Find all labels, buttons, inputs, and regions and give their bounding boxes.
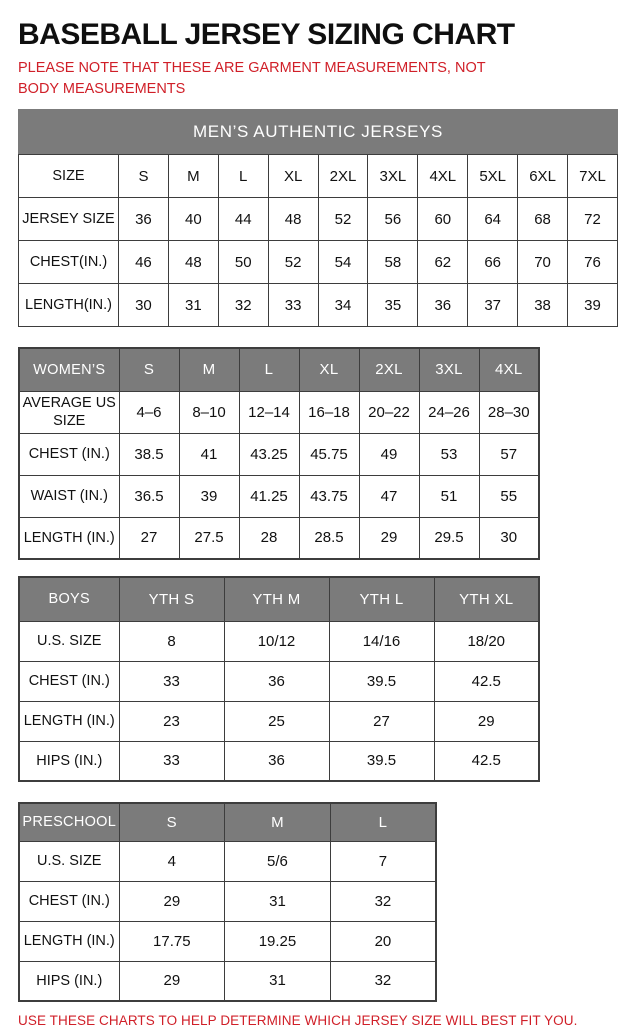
table-row [19, 433, 539, 475]
size-header-cell: M [179, 348, 239, 391]
row-label: U.S. SIZE [19, 621, 119, 661]
measurement-cell: 47 [359, 475, 419, 517]
measurement-cell: 20–22 [359, 391, 419, 433]
boys-size-table [18, 576, 540, 782]
measurement-cell: 20 [330, 921, 436, 961]
size-header-cell: 4XL [479, 348, 539, 391]
measurement-cell: 72 [568, 198, 618, 241]
measurement-cell: 43.75 [299, 475, 359, 517]
table-row [19, 391, 539, 433]
womens-size-table [18, 347, 540, 560]
size-header-cell: XL [299, 348, 359, 391]
measurement-cell: 25 [224, 701, 329, 741]
measurement-cell: S [119, 155, 169, 198]
garment-measurement-note: PLEASE NOTE THAT THESE ARE GARMENT MEASUREMENTS, NOT BODY MEASUREMENTS [18, 60, 486, 97]
measurement-cell: 31 [225, 961, 331, 1001]
measurement-cell: 39 [568, 284, 618, 327]
measurement-cell: 3XL [368, 155, 418, 198]
table-row [19, 284, 618, 327]
measurement-cell: 36 [119, 198, 169, 241]
table-row [19, 701, 539, 741]
measurement-cell: 17.75 [119, 921, 225, 961]
measurement-cell: 76 [568, 241, 618, 284]
measurement-cell: 68 [518, 198, 568, 241]
row-label: LENGTH (IN.) [19, 701, 119, 741]
row-label: SIZE [19, 155, 119, 198]
measurement-cell: 36.5 [119, 475, 179, 517]
measurement-cell: 43.25 [239, 433, 299, 475]
row-label: PRESCHOOL [19, 803, 119, 841]
measurement-cell: 42.5 [434, 741, 539, 781]
measurement-cell: 36 [224, 661, 329, 701]
measurement-cell: 4–6 [119, 391, 179, 433]
fit-advice-note: USE THESE CHARTS TO HELP DETERMINE WHICH JERSEY SIZE WILL BEST FIT YOU. [18, 1013, 578, 1028]
measurement-cell: 52 [318, 198, 368, 241]
measurement-cell: 19.25 [225, 921, 331, 961]
size-header-cell: S [119, 348, 179, 391]
measurement-cell: 28 [239, 517, 299, 559]
row-label: U.S. SIZE [19, 841, 119, 881]
row-label: HIPS (IN.) [19, 961, 119, 1001]
measurement-cell: 24–26 [419, 391, 479, 433]
size-header-cell: YTH M [224, 577, 329, 621]
row-label: AVERAGE US SIZE [19, 391, 119, 433]
row-label: LENGTH (IN.) [19, 921, 119, 961]
table-row [19, 517, 539, 559]
measurement-cell: 30 [119, 284, 169, 327]
table-row [19, 921, 436, 961]
row-label: WAIST (IN.) [19, 475, 119, 517]
measurement-cell: 37 [468, 284, 518, 327]
measurement-cell: 39.5 [329, 741, 434, 781]
page-title: BASEBALL JERSEY SIZING CHART [18, 18, 515, 51]
measurement-cell: 27.5 [179, 517, 239, 559]
measurement-cell: 23 [119, 701, 224, 741]
size-header-cell: YTH L [329, 577, 434, 621]
measurement-cell: 27 [119, 517, 179, 559]
table-row [19, 741, 539, 781]
measurement-cell: 33 [119, 741, 224, 781]
row-label: JERSEY SIZE [19, 198, 119, 241]
measurement-cell: 7 [330, 841, 436, 881]
measurement-cell: 49 [359, 433, 419, 475]
measurement-cell: 56 [368, 198, 418, 241]
measurement-cell: 27 [329, 701, 434, 741]
measurement-cell: 41.25 [239, 475, 299, 517]
table-header-row [19, 803, 436, 841]
measurement-cell: 28.5 [299, 517, 359, 559]
measurement-cell: 31 [225, 881, 331, 921]
measurement-cell: 29 [119, 881, 225, 921]
measurement-cell: 8–10 [179, 391, 239, 433]
measurement-cell: 12–14 [239, 391, 299, 433]
measurement-cell: 5XL [468, 155, 518, 198]
size-header-cell: S [119, 803, 225, 841]
measurement-cell: 35 [368, 284, 418, 327]
measurement-cell: 38 [518, 284, 568, 327]
row-label: LENGTH(IN.) [19, 284, 119, 327]
measurement-cell: 55 [479, 475, 539, 517]
measurement-cell: 2XL [318, 155, 368, 198]
measurement-cell: 64 [468, 198, 518, 241]
measurement-cell: 52 [268, 241, 318, 284]
measurement-cell: 34 [318, 284, 368, 327]
measurement-cell: 28–30 [479, 391, 539, 433]
table-row [19, 621, 539, 661]
size-header-cell: YTH XL [434, 577, 539, 621]
measurement-cell: 41 [179, 433, 239, 475]
table-header-row [19, 577, 539, 621]
measurement-cell: 70 [518, 241, 568, 284]
size-header-cell: 2XL [359, 348, 419, 391]
measurement-cell: 54 [318, 241, 368, 284]
measurement-cell: 29 [359, 517, 419, 559]
measurement-cell: 45.75 [299, 433, 359, 475]
measurement-cell: 4XL [418, 155, 468, 198]
row-label: CHEST (IN.) [19, 661, 119, 701]
size-header-cell: YTH S [119, 577, 224, 621]
measurement-cell: 40 [168, 198, 218, 241]
table-row [19, 155, 618, 198]
mens-size-table [18, 154, 618, 327]
row-label: CHEST (IN.) [19, 433, 119, 475]
measurement-cell: 32 [218, 284, 268, 327]
measurement-cell: 46 [119, 241, 169, 284]
table-row [19, 661, 539, 701]
size-header-cell: M [225, 803, 331, 841]
measurement-cell: 44 [218, 198, 268, 241]
table-row [19, 881, 436, 921]
measurement-cell: 7XL [568, 155, 618, 198]
measurement-cell: 8 [119, 621, 224, 661]
measurement-cell: 18/20 [434, 621, 539, 661]
measurement-cell: 16–18 [299, 391, 359, 433]
measurement-cell: 42.5 [434, 661, 539, 701]
measurement-cell: 5/6 [225, 841, 331, 881]
measurement-cell: 36 [418, 284, 468, 327]
measurement-cell: 57 [479, 433, 539, 475]
row-label: WOMEN’S [19, 348, 119, 391]
measurement-cell: 66 [468, 241, 518, 284]
measurement-cell: 38.5 [119, 433, 179, 475]
table-row [19, 961, 436, 1001]
measurement-cell: 53 [419, 433, 479, 475]
row-label: CHEST(IN.) [19, 241, 119, 284]
measurement-cell: 48 [168, 241, 218, 284]
row-label: BOYS [19, 577, 119, 621]
measurement-cell: 29 [119, 961, 225, 1001]
size-header-cell: L [330, 803, 436, 841]
measurement-cell: 39.5 [329, 661, 434, 701]
table-header-row [19, 348, 539, 391]
measurement-cell: M [168, 155, 218, 198]
measurement-cell: 60 [418, 198, 468, 241]
measurement-cell: 39 [179, 475, 239, 517]
row-label: HIPS (IN.) [19, 741, 119, 781]
measurement-cell: 58 [368, 241, 418, 284]
measurement-cell: 10/12 [224, 621, 329, 661]
measurement-cell: 33 [119, 661, 224, 701]
measurement-cell: 29.5 [419, 517, 479, 559]
table-row [19, 198, 618, 241]
measurement-cell: 31 [168, 284, 218, 327]
measurement-cell: 32 [330, 881, 436, 921]
measurement-cell: 33 [268, 284, 318, 327]
measurement-cell: XL [268, 155, 318, 198]
measurement-cell: 51 [419, 475, 479, 517]
measurement-cell: 48 [268, 198, 318, 241]
size-header-cell: L [239, 348, 299, 391]
measurement-cell: 36 [224, 741, 329, 781]
measurement-cell: 30 [479, 517, 539, 559]
mens-section-banner: MEN’S AUTHENTIC JERSEYS [18, 109, 618, 154]
measurement-cell: 32 [330, 961, 436, 1001]
measurement-cell: 4 [119, 841, 225, 881]
measurement-cell: 6XL [518, 155, 568, 198]
row-label: CHEST (IN.) [19, 881, 119, 921]
table-row [19, 841, 436, 881]
measurement-cell: 62 [418, 241, 468, 284]
measurement-cell: 50 [218, 241, 268, 284]
measurement-cell: 14/16 [329, 621, 434, 661]
row-label: LENGTH (IN.) [19, 517, 119, 559]
table-row [19, 475, 539, 517]
preschool-size-table [18, 802, 437, 1002]
measurement-cell: L [218, 155, 268, 198]
table-row [19, 241, 618, 284]
measurement-cell: 29 [434, 701, 539, 741]
size-header-cell: 3XL [419, 348, 479, 391]
